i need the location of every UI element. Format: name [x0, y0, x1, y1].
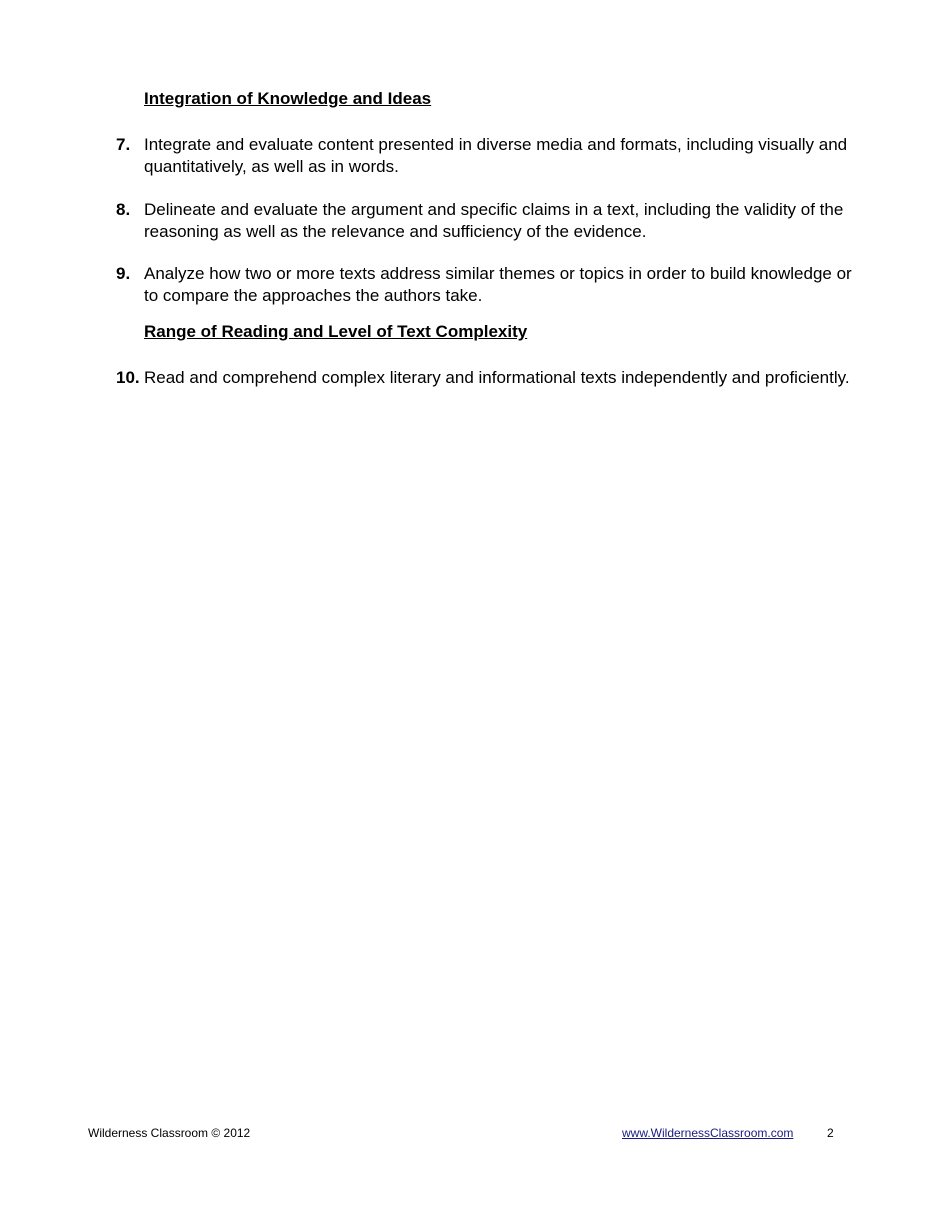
item-text: Analyze how two or more texts address similar themes or topics in order to build knowledge or to compare the approaches the authors take. — [144, 264, 852, 305]
footer-copyright: Wilderness Classroom © 2012 — [88, 1126, 251, 1140]
section-heading-range-of-reading: Range of Reading and Level of Text Complexity — [144, 322, 528, 341]
item-number: 8. — [116, 200, 131, 219]
list-item-9 — [116, 263, 866, 306]
item-text: Read and comprehend complex literary and informational texts independently and proficiently. — [144, 368, 850, 387]
section-heading-integration: Integration of Knowledge and Ideas — [144, 89, 432, 108]
item-text: Delineate and evaluate the argument and specific claims in a text, including the validity of the reasoning as well as the relevance and sufficiency of the evidence. — [144, 200, 844, 241]
list-item-10 — [116, 367, 866, 389]
list-item-7 — [116, 134, 866, 177]
item-text: Integrate and evaluate content presented in diverse media and formats, including visually and quantitatively, as well as in words. — [144, 135, 848, 176]
item-number: 9. — [116, 264, 131, 283]
page-number: 2 — [827, 1126, 834, 1140]
footer-website-link[interactable]: www.WildernessClassroom.com — [622, 1126, 794, 1140]
item-number: 7. — [116, 135, 131, 154]
item-number: 10. — [116, 368, 140, 387]
list-item-8 — [116, 199, 866, 242]
